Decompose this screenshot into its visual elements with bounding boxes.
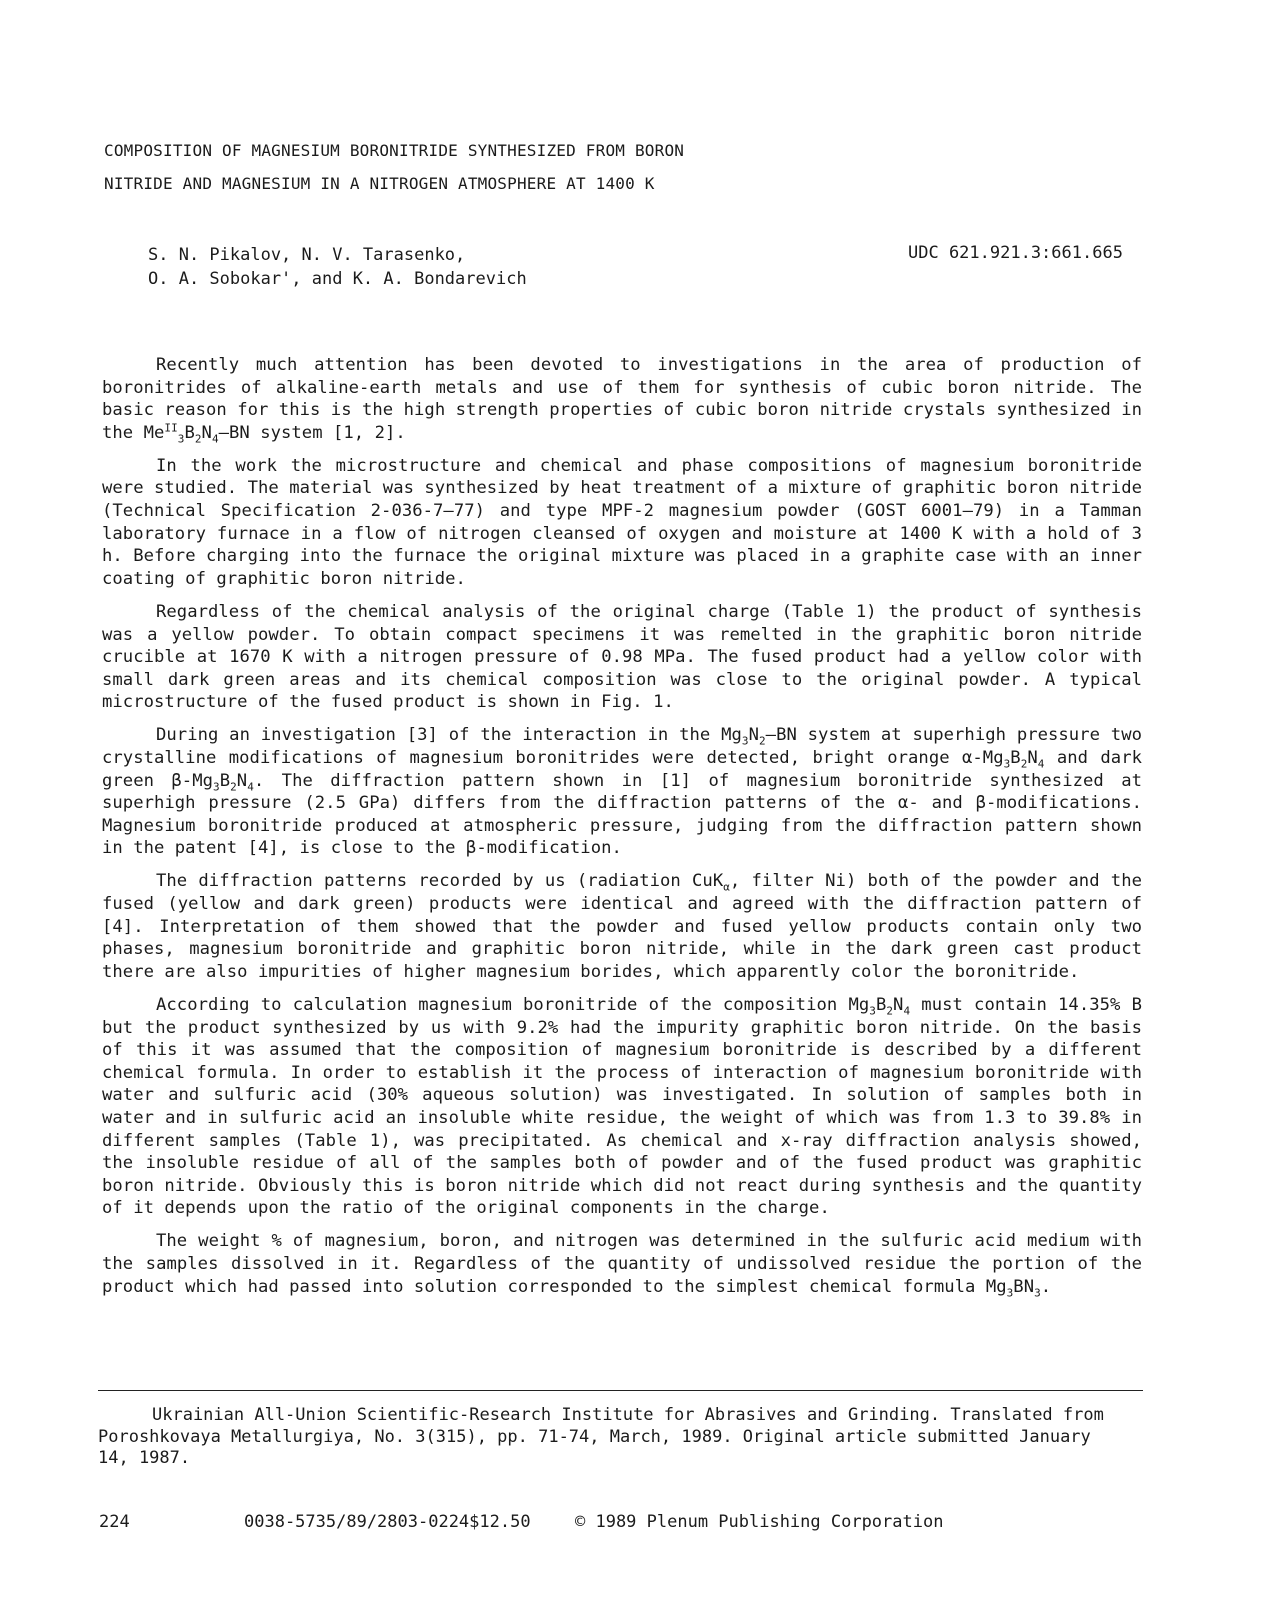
formula-mg3bn3: $Mg_3BN_3$: [985, 1276, 1041, 1299]
footnote-divider: [98, 1390, 1143, 1391]
paragraph-5: The diffraction patterns recorded by us (radiation CuK$_\alpha$, filter Ni) both of the powder and the fused (yellow and dark green) products were identical and agreed with the diffraction pattern of [4]. Interpretation of them showed that the powder and fused yellow products contain only two phases, magnesium boronitride and graphitic boron nitride, while in the dark green cast product there are also impurities of higher magnesium borides, which apparently color the boronitride.: [102, 871, 1143, 982]
paragraph-1: Recently much attention has been devoted to investigations in the area of production of boronitrides of alkaline-earth metals and use of them for synthesis of cubic boron nitride. The basic reason for this is the high strength properties of cubic boron nitride crystals synthesized in the $Me^{II}_3B_2N_4-BN$ system [1, 2].: [102, 355, 1142, 446]
author-line-1: S. N. Pikalov, N. V. Tarasenko,: [148, 245, 466, 265]
formula-mg3b2n4: $Mg_3B_2N_4$: [848, 994, 911, 1018]
formula-mg3n2: $Mg_3N_2$: [721, 725, 766, 748]
author-line-2: O. A. Sobokar', and K. A. Bondarevich: [148, 269, 527, 289]
formula-mg3b2n4: $Mg_3B_2N_4$: [192, 770, 254, 794]
paragraph-7: The weight % of magnesium, boron, and nitrogen was determined in the sulfuric acid medium with the samples dissolved in it. Regardless of the quantity of undissolved residue the portion of the product which had passed into solution corresponded to the simplest chemical formula $Mg_3BN_3$.: [102, 1231, 1142, 1299]
publication-code: 0038-5735/89/2803-0224$12.50: [244, 1512, 531, 1532]
formula-me3b2n4: $Me^{II}_3B_2N_4$: [143, 421, 219, 446]
author-list: [148, 243, 527, 291]
udc-code: UDC 621.921.3:661.665: [908, 243, 1123, 263]
paragraph-3: Regardless of the chemical analysis of the original charge (Table 1) the product of synthesis was a yellow powder. To obtain compact specimens it was remelted in the graphitic boron nitride crucible at 1670 K with a nitrogen pressure of 0.98 MPa. The fused product had a yellow color with small dark green areas and its chemical composition was close to the original powder. A typical microstructure of the fused product is shown in Fig. 1.: [102, 601, 1142, 713]
paragraph-4: During an investigation [3] of the interaction in the $Mg_3N_2-BN$ system at superhigh pressure two crystalline modifications of magnesium boronitrides were detected, bright orange $\alpha-Mg_3B_2N_4$ and dark green $\beta-Mg_3B_2N_4$. The diffraction pattern shown in [1] of magnesium boronitride synthesized at superhigh pressure (2.5 GPa) differs from the diffraction patterns of the α- and β-modifications. Magnesium boronitride produced at atmospheric pressure, judging from the diffraction pattern shown in the patent [4], is close to the β-modification.: [102, 725, 1142, 859]
paper-title-line-1: COMPOSITION OF MAGNESIUM BORONITRIDE SYNTHESIZED FROM BORON: [104, 141, 685, 160]
copyright-notice: © 1989 Plenum Publishing Corporation: [575, 1512, 944, 1532]
paper-title-line-2: NITRIDE AND MAGNESIUM IN A NITROGEN ATMOSPHERE AT 1400 K: [104, 174, 655, 193]
paragraph-2: In the work the microstructure and chemical and phase compositions of magnesium boronitride were studied. The material was synthesized by heat treatment of a mixture of graphitic boron nitride (Technical Specification 2-036-7–77) and type MPF-2 magnesium powder (GOST 6001–79) in a Tamman laboratory furnace in a flow of nitrogen cleansed of oxygen and moisture at 1400 K with a hold of 3 h. Before charging into the furnace the original mixture was placed in a graphite case with an inner coating of graphitic boron nitride.: [102, 455, 1142, 589]
paragraph-6: According to calculation magnesium boronitride of the composition $Mg_3B_2N_4$ must contain 14.35% B but the product synthesized by us with 9.2% had the impurity graphitic boron nitride. On the basis of this it was assumed that the composition of magnesium boronitride is described by a different chemical formula. In order to establish it the process of interaction of magnesium boronitride with water and sulfuric acid (30% aqueous solution) was investigated. In solution of samples both in water and in sulfuric acid an insoluble white residue, the weight of which was from 1.3 to 39.8% in different samples (Table 1), was precipitated. As chemical and x-ray diffraction analysis showed, the insoluble residue of all of the samples both of powder and of the fused product was graphitic boron nitride. Obviously this is boron nitride which did not react during synthesis and the quantity of it depends upon the ratio of the original components in the charge.: [102, 994, 1142, 1219]
paragraph-1-text: Recently much attention has been devoted to investigations in the area of production of boronitrides of alkaline-earth metals and use of them for synthesis of cubic boron nitride. The basic reason for this is the high strength properties of cubic boron nitride crystals synthesized in the: [102, 355, 1142, 443]
formula-mg3b2n4: $Mg_3B_2N_4$: [982, 748, 1045, 771]
footnote: Ukrainian All-Union Scientific-Research Institute for Abrasives and Grinding. Translated from Poroshkovaya Metallurgiya, No. 3(315), pp. 71-74, March, 1989. Original article submitted January 14, 1987.: [98, 1405, 1104, 1468]
article-body: [102, 354, 1142, 1309]
page-number: 224: [99, 1512, 130, 1532]
